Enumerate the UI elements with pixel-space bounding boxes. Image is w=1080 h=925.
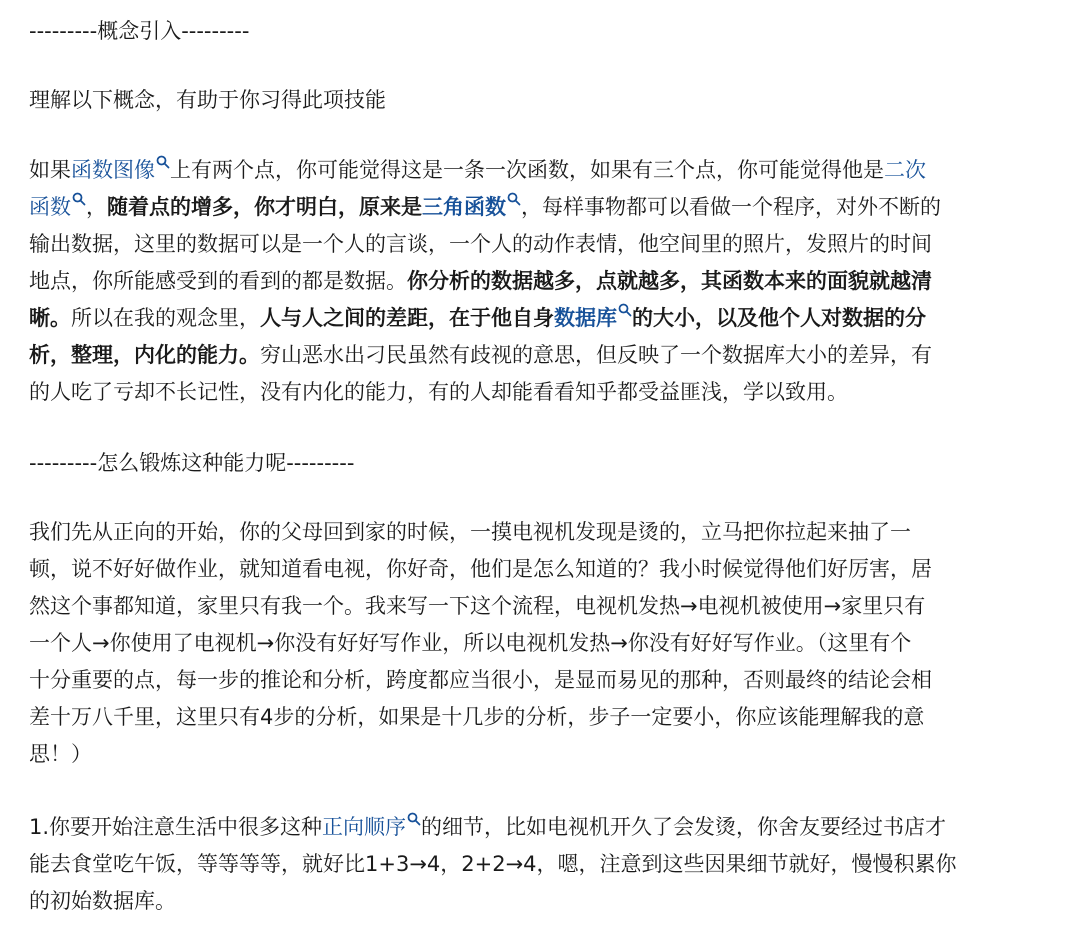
example-paragraph bbox=[29, 514, 1059, 773]
paragraph-line: 1.你要开始注意生活中很多这种正向顺序 的细节，比如电视机开久了会发烫，你舍友要经过书店才 bbox=[29, 809, 1059, 846]
link-quadratic-function-cont[interactable]: 函数 bbox=[29, 195, 86, 219]
section-divider-concepts bbox=[29, 13, 1059, 50]
paragraph-line: 析，整理，内化的能力。穷山恶水出刁民虽然有歧视的意思，但反映了一个数据库大小的差异，有 bbox=[29, 343, 932, 367]
search-icon bbox=[407, 812, 421, 826]
concept-paragraph bbox=[29, 152, 1059, 411]
link-trig-function[interactable]: 三角函数 bbox=[422, 195, 521, 219]
paragraph-line: 顿，说不好好做作业，就知道看电视，你好奇，他们是怎么知道的？我小时候觉得他们好厉害，居 bbox=[29, 557, 932, 581]
paragraph-line: 如果函数图像 上有两个点，你可能觉得这是一条一次函数，如果有三个点，你可能觉得他是二次 bbox=[29, 152, 1059, 189]
step-one-paragraph bbox=[29, 809, 1059, 920]
divider-text: ---------概念引入--------- bbox=[29, 19, 250, 43]
search-icon bbox=[72, 192, 86, 206]
search-icon bbox=[618, 303, 632, 317]
intro-paragraph bbox=[29, 82, 1059, 119]
divider-text: ---------怎么锻炼这种能力呢--------- bbox=[29, 451, 355, 475]
paragraph-line: 然这个事都知道，家里只有我一个。我来写一下这个流程，电视机发热→电视机被使用→家里只有 bbox=[29, 594, 926, 618]
link-function-graph[interactable]: 函数图像 bbox=[71, 158, 170, 182]
link-quadratic-function[interactable]: 二次 bbox=[884, 158, 926, 182]
intro-text: 理解以下概念，有助于你习得此项技能 bbox=[29, 88, 386, 112]
section-divider-training bbox=[29, 445, 1059, 482]
paragraph-line: 函数 ，随着点的增多，你才明白，原来是三角函数 ，每样事物都可以看做一个程序，对外不断的 bbox=[29, 189, 1059, 226]
paragraph-line: 十分重要的点，每一步的推论和分析，跨度都应当很小，是显而易见的那种，否则最终的结论会相 bbox=[29, 668, 932, 692]
paragraph-line: 的人吃了亏却不长记性，没有内化的能力，有的人却能看看知乎都受益匪浅，学以致用。 bbox=[29, 380, 848, 404]
paragraph-line: 输出数据，这里的数据可以是一个人的言谈，一个人的动作表情，他空间里的照片，发照片的时间 bbox=[29, 232, 932, 256]
search-icon bbox=[156, 155, 170, 169]
link-database[interactable]: 数据库 bbox=[554, 306, 632, 330]
link-forward-order[interactable]: 正向顺序 bbox=[322, 815, 421, 839]
paragraph-line: 地点，你所能感受到的看到的都是数据。你分析的数据越多，点就越多，其函数本来的面貌就越清 bbox=[29, 269, 932, 293]
paragraph-line: 能去食堂吃午饭，等等等等，就好比1+3→4，2+2→4，嗯，注意到这些因果细节就好，慢慢积累你 bbox=[29, 852, 957, 876]
paragraph-line: 一个人→你使用了电视机→你没有好好写作业，所以电视机发热→你没有好好写作业。（这里有个 bbox=[29, 631, 912, 655]
paragraph-line: 思！） bbox=[29, 742, 92, 766]
paragraph-line: 的初始数据库。 bbox=[29, 889, 176, 913]
paragraph-line: 晰。所以在我的观念里，人与人之间的差距，在于他自身数据库 的大小，以及他个人对数据的分 bbox=[29, 300, 1059, 337]
search-icon bbox=[507, 192, 521, 206]
paragraph-line: 我们先从正向的开始，你的父母回到家的时候，一摸电视机发现是烫的，立马把你拉起来抽了一 bbox=[29, 520, 911, 544]
paragraph-line: 差十万八千里，这里只有4步的分析，如果是十几步的分析，步子一定要小，你应该能理解我的意 bbox=[29, 705, 925, 729]
